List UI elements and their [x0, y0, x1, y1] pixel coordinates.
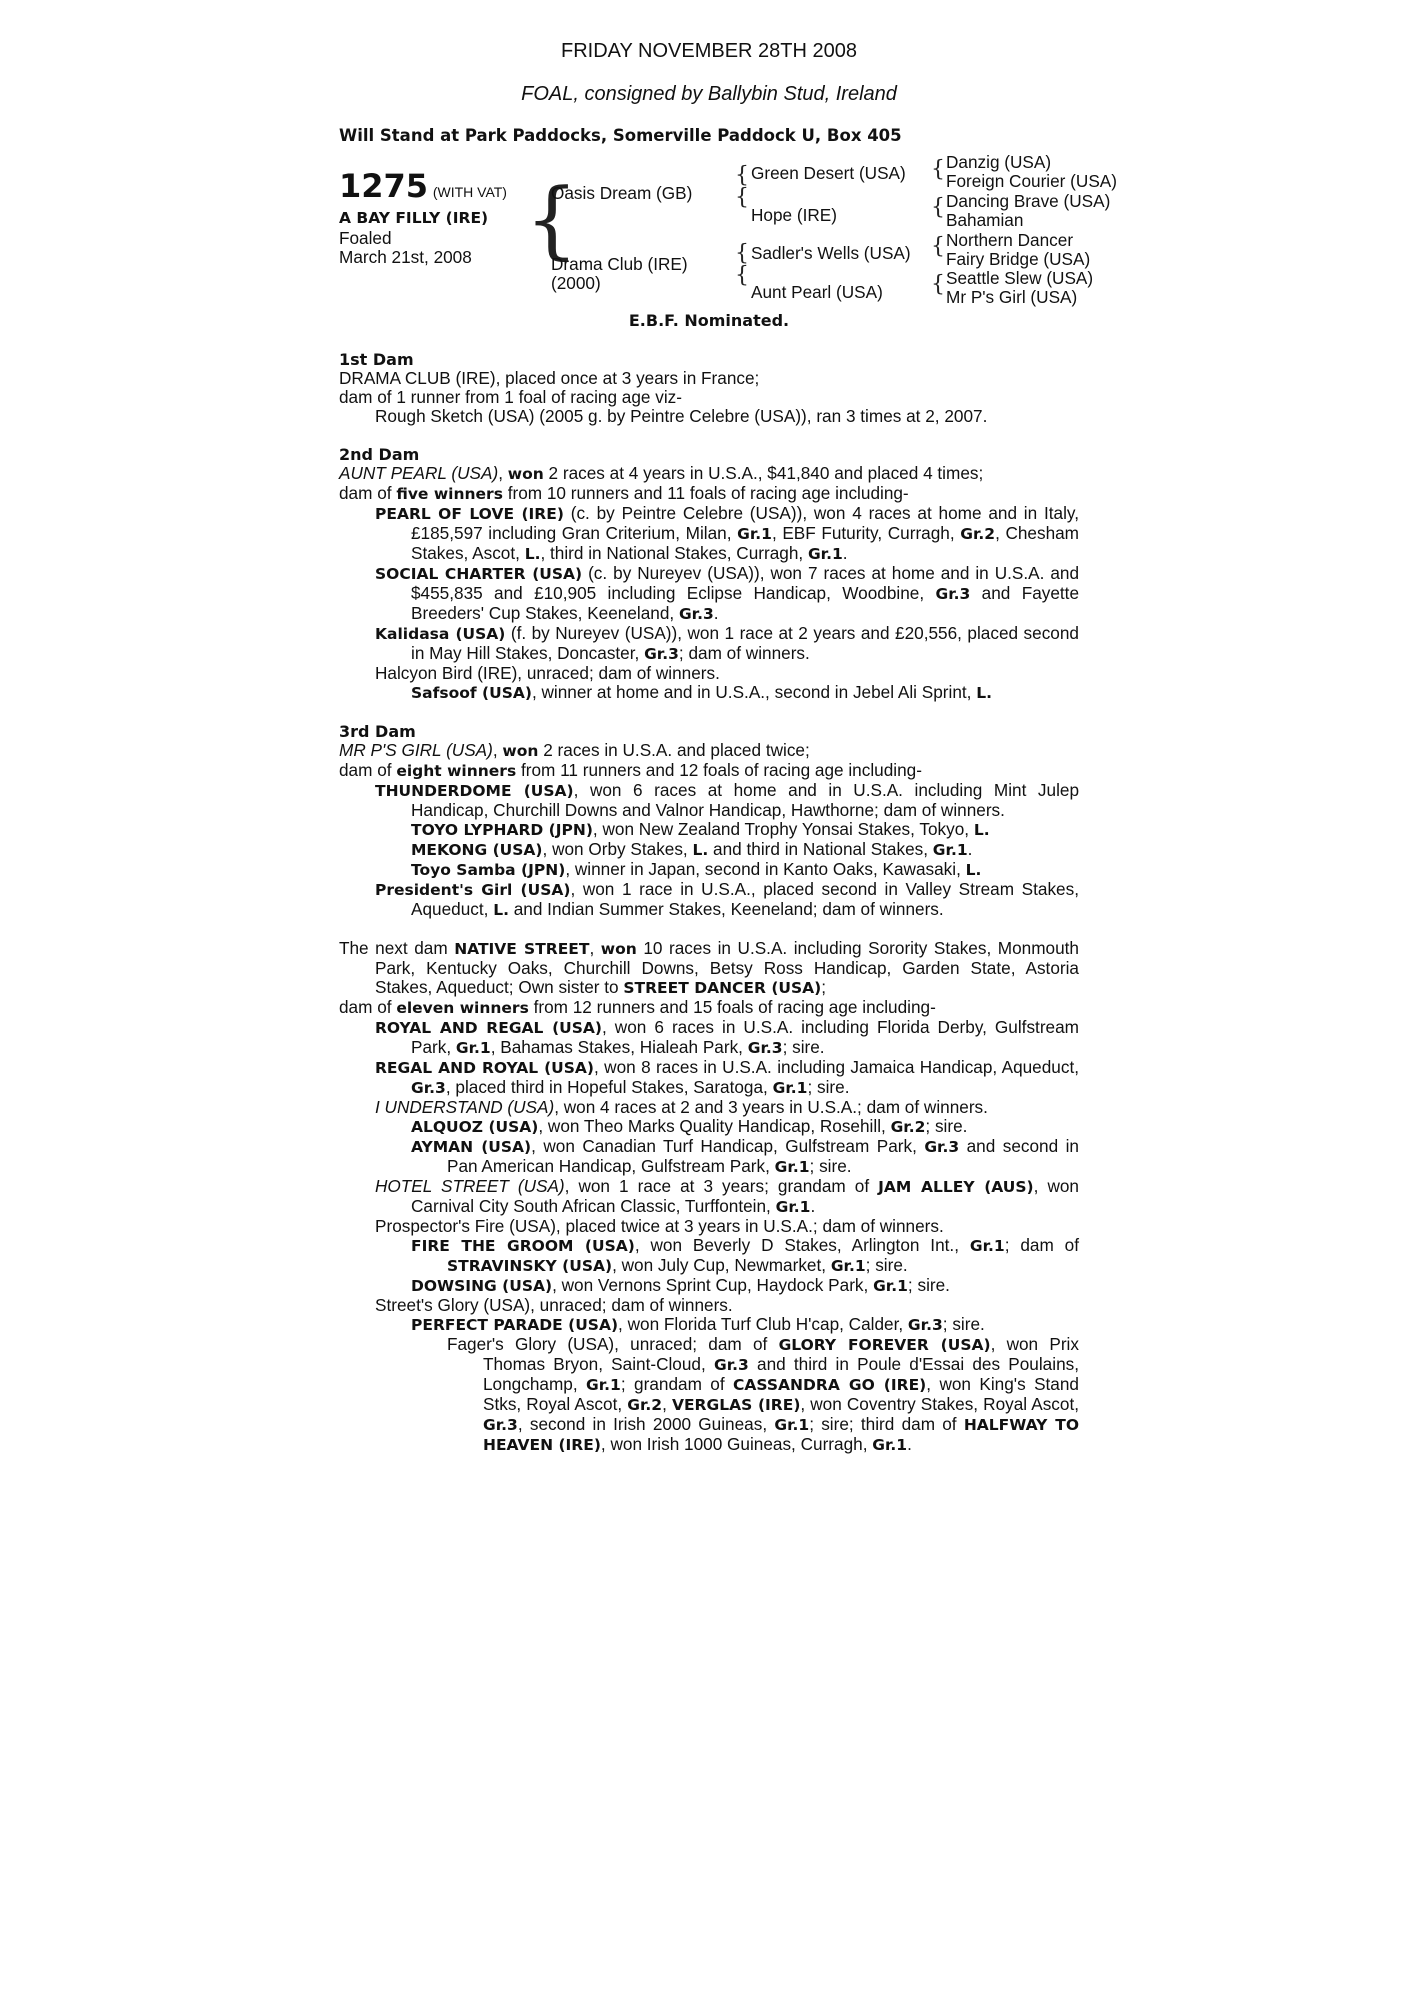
vat-note: (WITH VAT) [432, 184, 507, 200]
gg-1: Danzig (USA) [946, 152, 1052, 172]
first-dam-line: dam of 1 runner from 1 foal of racing age viz- [339, 387, 682, 407]
first-dam-section [339, 350, 1079, 426]
dam-sire: Sadler's Wells (USA) [751, 243, 911, 263]
list-item: I UNDERSTAND (USA), won 4 races at 2 and 3 years in U.S.A.; dam of winners. [375, 1097, 988, 1117]
catalogue-page [339, 40, 1117, 1474]
list-item: Prospector's Fire (USA), placed twice at 3 years in U.S.A.; dam of winners. [375, 1216, 944, 1236]
list-item: REGAL AND ROYAL (USA), won 8 races in U.S.A. including Jamaica Handicap, Aqueduct, Gr.3, placed third in Hopeful Stakes, Saratoga, Gr.1; sire. [375, 1057, 1080, 1097]
gg-7: Seattle Slew (USA) [946, 268, 1094, 288]
lot-number-line [339, 169, 507, 203]
sire-name: Oasis Dream (GB) [551, 183, 693, 203]
dam-brace-lower-icon: { [735, 263, 749, 288]
list-item: ALQUOZ (USA), won Theo Marks Quality Handicap, Rosehill, Gr.2; sire. [411, 1116, 968, 1136]
list-item: PEARL OF LOVE (IRE) (c. by Peintre Celebre (USA)), won 4 races at home and in Italy, £185,597 including Gran Criterium, Milan, Gr.1, EBF Futurity, Curragh, Gr.2, Chesham Stakes, Ascot, L., third in National Stakes, Curragh, Gr.1. [375, 503, 1080, 563]
gg-brace-2-icon: { [931, 195, 945, 220]
second-dam-produce: dam of five winners from 10 runners and 11 foals of racing age including- [339, 483, 909, 503]
gg-5: Northern Dancer [946, 230, 1074, 250]
first-dam-line: DRAMA CLUB (IRE), placed once at 3 years in France; [339, 368, 760, 388]
second-dam-title: 2nd Dam [339, 445, 420, 464]
third-dam-produce: dam of eight winners from 11 runners and 12 foals of racing age including- [339, 760, 922, 780]
list-item: HOTEL STREET (USA), won 1 race at 3 years; grandam of JAM ALLEY (AUS), won Carnival City South African Classic, Turffontein, Gr.1. [375, 1176, 1079, 1216]
first-dam-title: 1st Dam [339, 350, 414, 369]
list-item: Toyo Samba (JPN), winner in Japan, second in Kanto Oaks, Kawasaki, L. [411, 859, 982, 879]
first-dam-line: Rough Sketch (USA) (2005 g. by Peintre Celebre (USA)), ran 3 times at 2, 2007. [375, 406, 988, 426]
gg-6: Fairy Bridge (USA) [946, 249, 1091, 269]
list-item: PERFECT PARADE (USA), won Florida Turf Club H'cap, Calder, Gr.3; sire. [411, 1314, 985, 1334]
foaled-date: March 21st, 2008 [339, 247, 472, 267]
second-dam-section [339, 445, 1079, 703]
foaled-label: Foaled [339, 228, 392, 248]
dam-dam: Aunt Pearl (USA) [751, 282, 883, 302]
gg-brace-3-icon: { [931, 234, 945, 259]
lot-description: A BAY FILLY (IRE) [339, 209, 489, 227]
next-dam-record: The next dam NATIVE STREET, won 10 races in U.S.A. including Sorority Stakes, Monmouth Park, Kentucky Oaks, Churchill Downs, Betsy Ross Handicap, Garden State, Astoria Stakes, Aqueduct; Own sister to STREET DANCER (USA); [339, 938, 1079, 997]
lot-number: 1275 [339, 167, 429, 205]
list-item: Safsoof (USA), winner at home and in U.S.A., second in Jebel Ali Sprint, L. [411, 682, 992, 702]
sire-brace-lower-icon: { [735, 185, 749, 210]
list-item: TOYO LYPHARD (JPN), won New Zealand Trophy Yonsai Stakes, Tokyo, L. [411, 819, 990, 839]
sale-date: FRIDAY NOVEMBER 28TH 2008 [560, 40, 858, 62]
gg-3: Dancing Brave (USA) [946, 191, 1111, 211]
dam-brace-icon: { [735, 241, 749, 266]
stand-location: Will Stand at Park Paddocks, Somerville Paddock U, Box 405 [339, 126, 902, 145]
main-brace-icon: { [525, 170, 579, 268]
gg-brace-4-icon: { [931, 272, 945, 297]
list-item: ROYAL AND REGAL (USA), won 6 races in U.S.A. including Florida Derby, Gulfstream Park, Gr.1, Bahamas Stakes, Hialeah Park, Gr.3; sire. [375, 1017, 1079, 1057]
list-item: FIRE THE GROOM (USA), won Beverly D Stakes, Arlington Int., Gr.1; dam of STRAVINSKY (USA), won July Cup, Newmarket, Gr.1; sire. [411, 1235, 1079, 1275]
next-dam-section [339, 939, 1079, 1455]
sire-dam: Hope (IRE) [751, 205, 837, 225]
dam-year: (2000) [551, 273, 601, 293]
third-dam-record: MR P'S GIRL (USA), won 2 races in U.S.A. and placed twice; [339, 740, 810, 760]
gg-4: Bahamian [946, 210, 1024, 230]
list-item: Kalidasa (USA) (f. by Nureyev (USA)), won 1 race at 2 years and £20,556, placed second in May Hill Stakes, Doncaster, Gr.3; dam of winners. [375, 623, 1079, 663]
gg-2: Foreign Courier (USA) [946, 171, 1117, 191]
sire-sire: Green Desert (USA) [751, 163, 906, 183]
list-item: SOCIAL CHARTER (USA) (c. by Nureyev (USA)), won 7 races at home and in U.S.A. and $455,835 and £10,905 including Eclipse Handicap, Woodbine, Gr.3 and Fayette Breeders' Cup Stakes, Keeneland, Gr.3. [375, 563, 1080, 623]
second-dam-record: AUNT PEARL (USA), won 2 races at 4 years in U.S.A., $41,840 and placed 4 times; [339, 463, 984, 483]
list-item: MEKONG (USA), won Orby Stakes, L. and third in National Stakes, Gr.1. [411, 839, 973, 859]
third-dam-title: 3rd Dam [339, 722, 416, 741]
list-item: Fager's Glory (USA), unraced; dam of GLORY FOREVER (USA), won Prix Thomas Bryon, Saint-Cloud, Gr.3 and third in Poule d'Essai des Poulains, Longchamp, Gr.1; grandam of CASSANDRA GO (IRE), won King's Stand Stks, Royal Ascot, Gr.2, VERGLAS (IRE), won Coventry Stakes, Royal Ascot, Gr.3, second in Irish 2000 Guineas, Gr.1; sire; third dam of HALFWAY TO HEAVEN (IRE), won Irish 1000 Guineas, Curragh, Gr.1. [447, 1334, 1080, 1454]
consignment-line: FOAL, consigned by Ballybin Stud, Ireland [521, 83, 897, 105]
list-item: Halcyon Bird (IRE), unraced; dam of winners. [375, 663, 720, 683]
list-item: THUNDERDOME (USA), won 6 races at home and in U.S.A. including Mint Julep Handicap, Churchill Downs and Valnor Handicap, Hawthorne; dam of winners. [375, 780, 1080, 820]
list-item: DOWSING (USA), won Vernons Sprint Cup, Haydock Park, Gr.1; sire. [411, 1275, 950, 1295]
list-item: President's Girl (USA), won 1 race in U.S.A., placed second in Valley Stream Stakes, Aqueduct, L. and Indian Summer Stakes, Keeneland; dam of winners. [375, 879, 1079, 919]
list-item: Street's Glory (USA), unraced; dam of winners. [375, 1295, 733, 1315]
list-item: AYMAN (USA), won Canadian Turf Handicap, Gulfstream Park, Gr.3 and second in Pan American Handicap, Gulfstream Park, Gr.1; sire. [411, 1136, 1079, 1176]
gg-8: Mr P's Girl (USA) [946, 287, 1078, 307]
pedigree-block [339, 152, 1117, 309]
next-dam-produce: dam of eleven winners from 12 runners and 15 foals of racing age including- [339, 997, 936, 1017]
sire-brace-icon: { [735, 163, 749, 188]
dam-name: Drama Club (IRE) [551, 254, 688, 274]
gg-brace-1-icon: { [931, 157, 945, 182]
ebf-nomination: E.B.F. Nominated. [628, 311, 790, 330]
third-dam-section [339, 722, 1079, 920]
